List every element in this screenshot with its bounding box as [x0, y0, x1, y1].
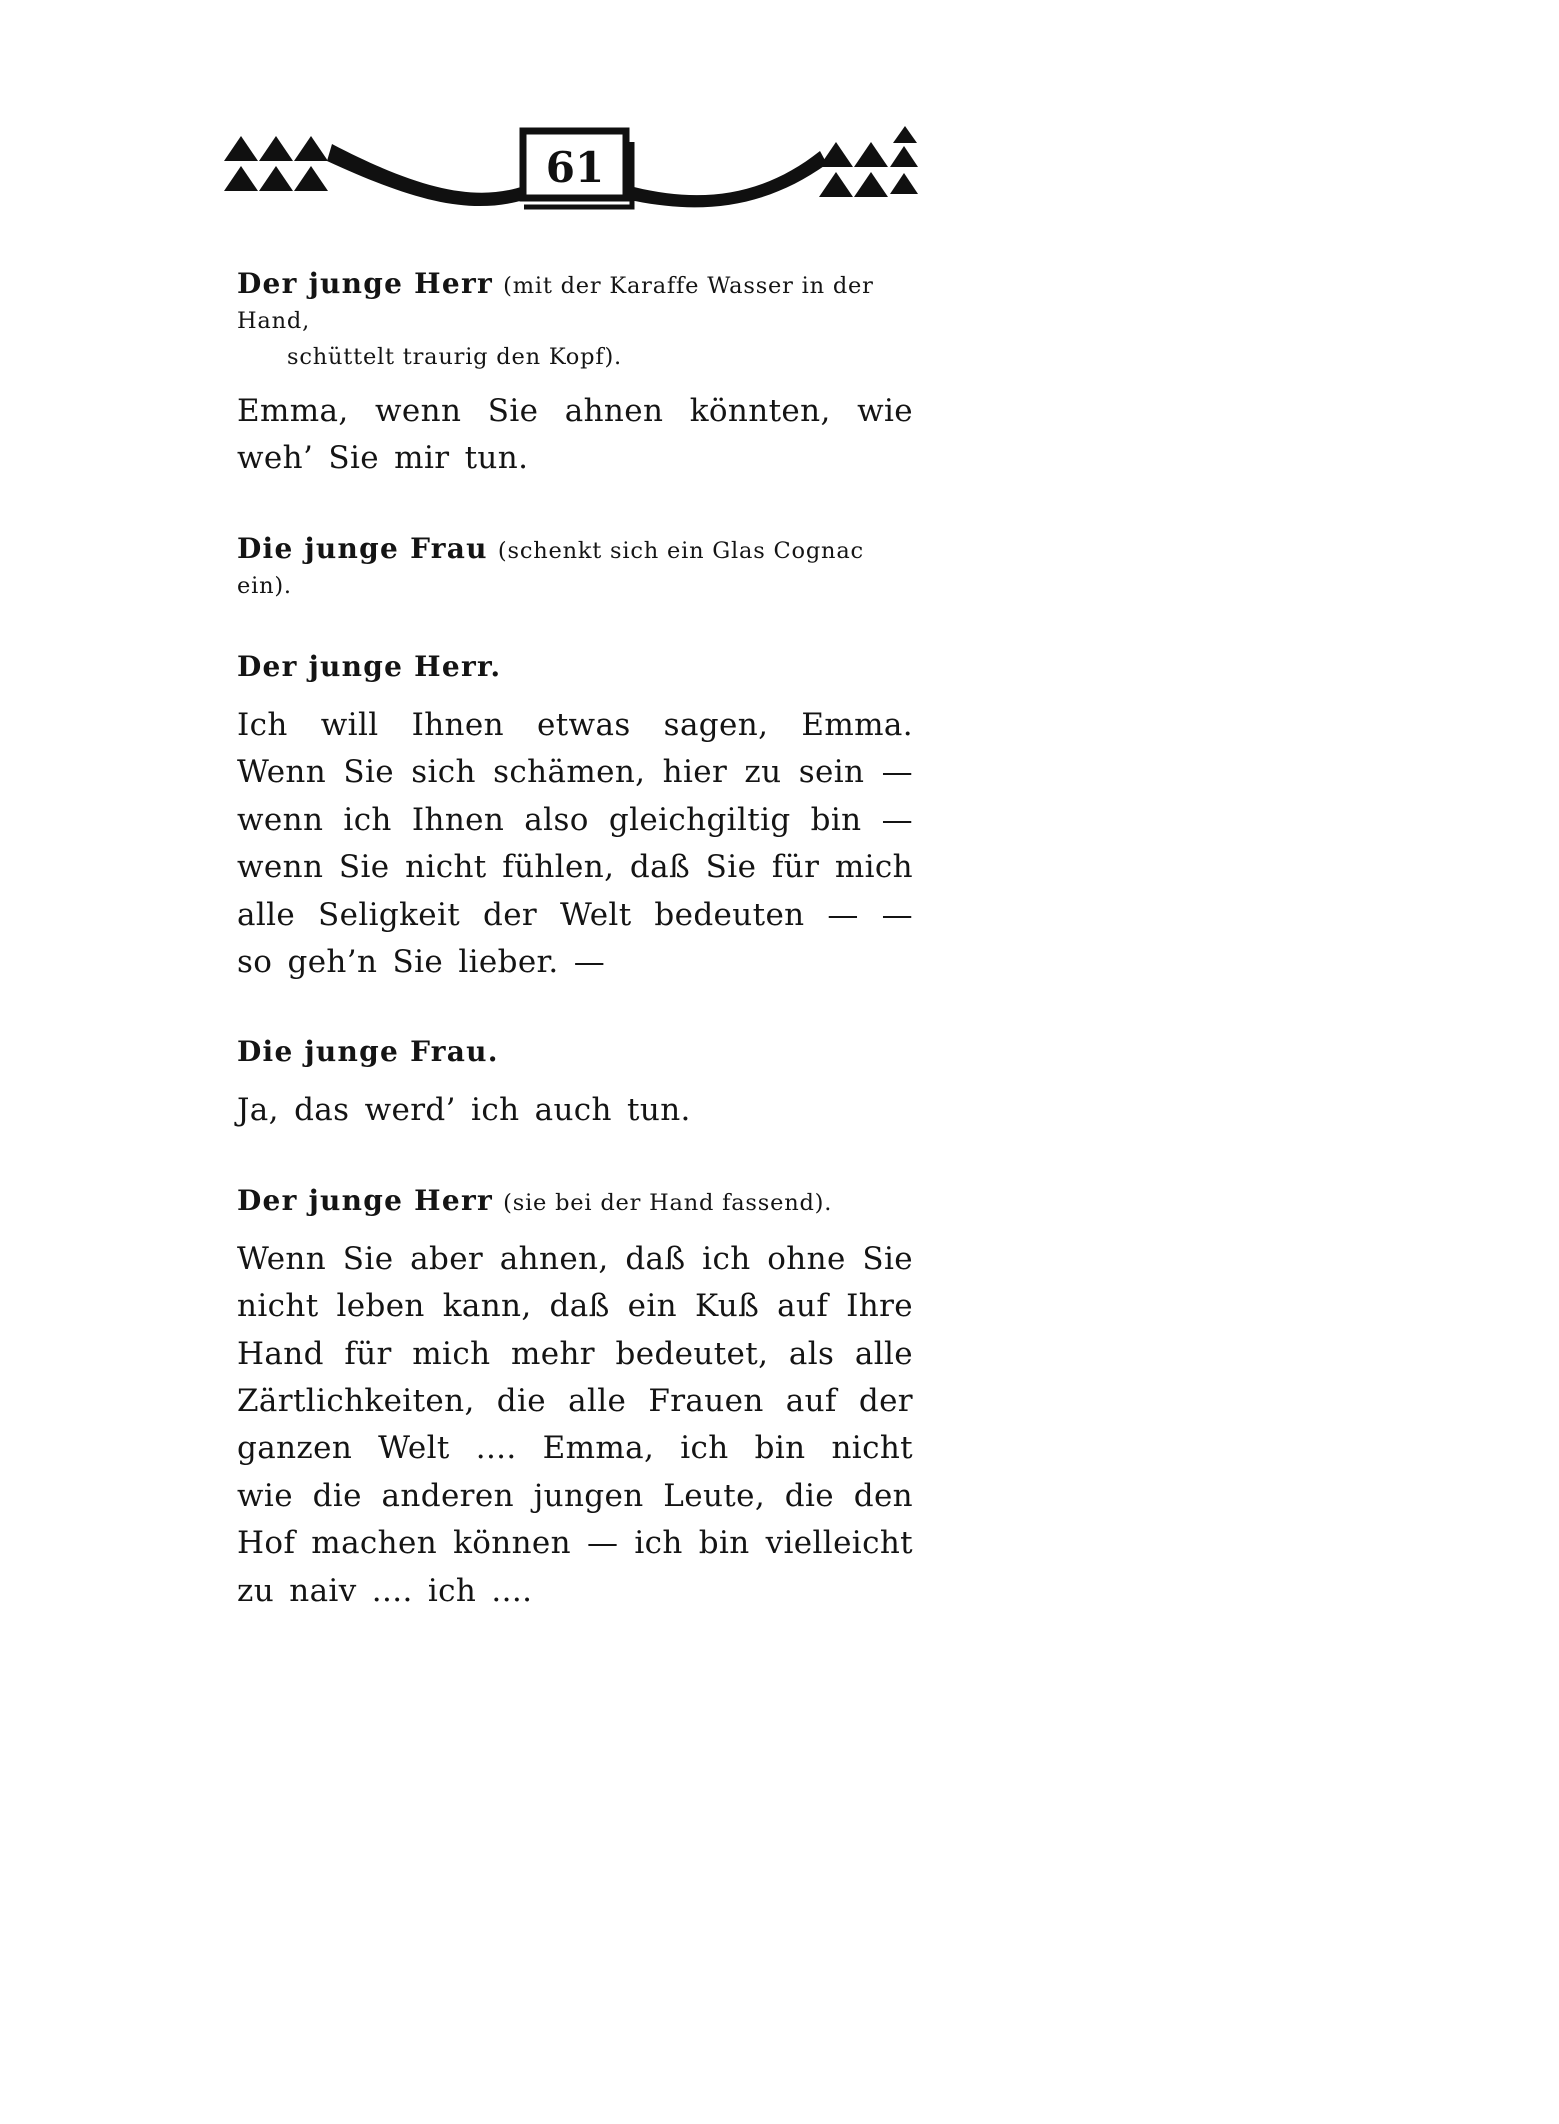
stage-direction-continued: schüttelt traurig den Kopf).: [287, 344, 622, 370]
triangle-cluster-left-icon: [224, 136, 328, 191]
dialogue-entry: [237, 649, 913, 987]
speaker-line: [237, 266, 913, 336]
dialogue-text: Ich will Ihnen etwas sagen, Emma. Wenn Sie sich schämen, hier zu sein — wenn ich Ihnen also gleichgiltig bin — wenn Sie nicht fühlen, daß Sie für mich alle Seligkeit der Welt bedeuten — — so geh’n Sie lieber. —: [237, 706, 913, 980]
dialogue-text: Ja, das werd’ ich auch tun.: [237, 1092, 691, 1129]
page-number-box: [523, 131, 632, 207]
dialogue-entry: [237, 266, 913, 483]
dialogue-entry: [237, 1183, 913, 1615]
stage-direction: (sie bei der Hand fassend).: [503, 1189, 833, 1216]
right-flourish-icon: [630, 151, 827, 207]
speaker-name: Die junge Frau: [237, 531, 488, 565]
speaker-line: [237, 1034, 913, 1069]
dialogue-entry: [237, 1034, 913, 1134]
speaker-name: Der junge Herr.: [237, 649, 502, 683]
page-number: 61: [545, 143, 605, 192]
dialogue-entry: [237, 531, 913, 601]
header-ornament: [0, 0, 1559, 232]
dialogue-text: Emma, wenn Sie ahnen könnten, wie weh’ Sie mir tun.: [237, 393, 913, 477]
speaker-name: Der junge Herr: [237, 267, 493, 300]
text-block: [237, 266, 913, 1615]
dialogue-text: Wenn Sie aber ahnen, daß ich ohne Sie nicht leben kann, daß ein Kuß auf Ihre Hand für mich mehr bedeutet, als alle Zärtlichkeiten, die alle Frauen auf der ganzen Welt .... Emma, ich bin nicht wie die anderen jungen Leute, die den Hof machen können — ich bin vielleicht zu naiv .... ich ....: [237, 1240, 913, 1609]
speaker-line: [237, 531, 913, 601]
speaker-line: [237, 1183, 913, 1218]
stage-direction: (schenkt sich ein Glas Cognac ein).: [237, 537, 864, 599]
triangle-cluster-right-icon: [819, 126, 918, 197]
speaker-name: Die junge Frau.: [237, 1035, 499, 1069]
speaker-line: [237, 649, 913, 684]
speaker-name: Der junge Herr: [237, 1183, 493, 1217]
stage-direction: (mit der Karaffe Wasser in der Hand,: [237, 273, 874, 334]
left-flourish-icon: [327, 144, 524, 206]
